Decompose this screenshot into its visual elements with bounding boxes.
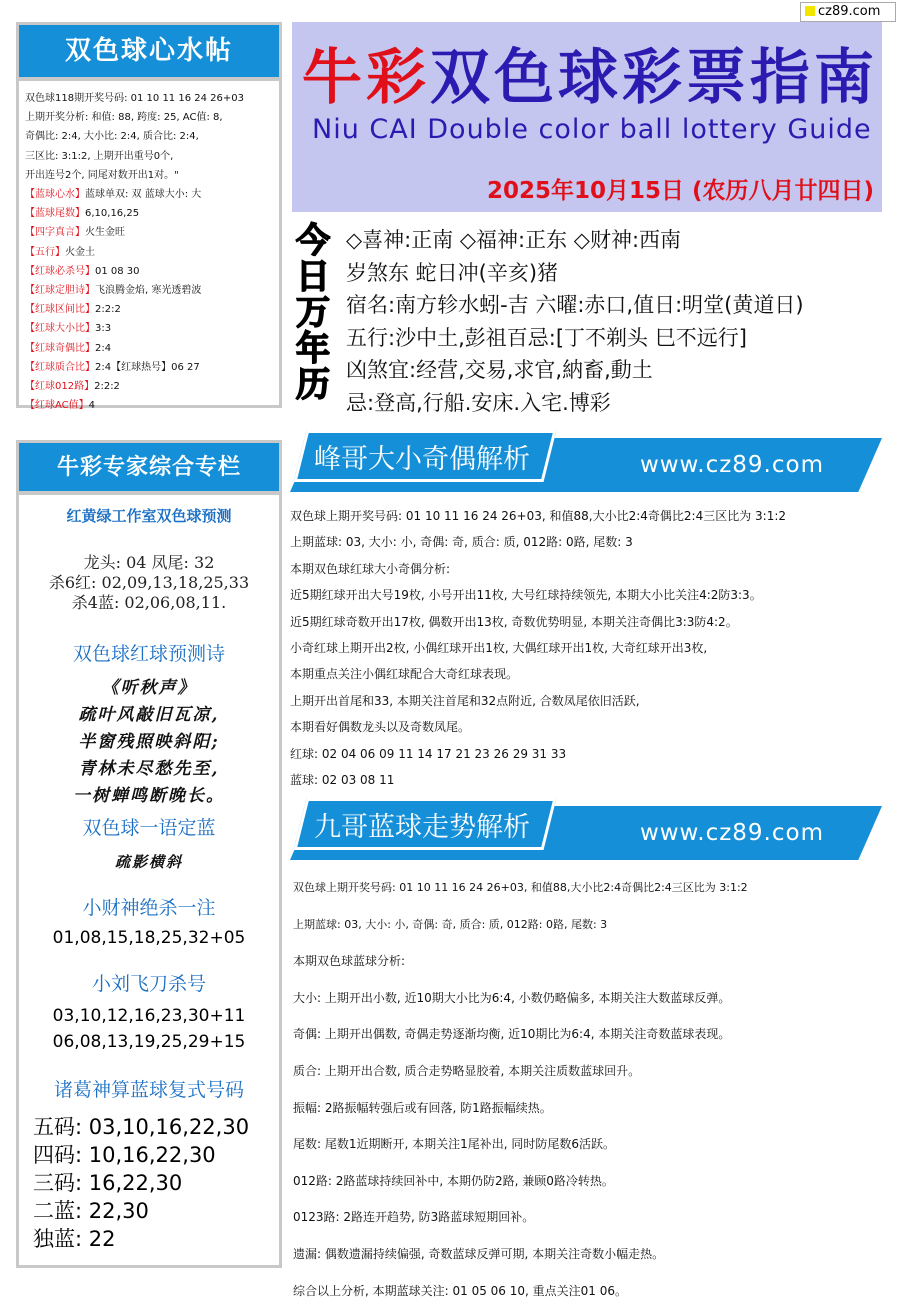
xinshui-body [19,81,279,412]
xinshui-line: 【五行】火金土 [25,246,95,258]
section2-line: 质合: 上期开出合数, 质合走势略显胶着, 本期关注质数蓝球回升。 [293,1063,641,1078]
section2-line: 遗漏: 偶数遗漏持续偏强, 奇数蓝球反弹可期, 本期关注奇数小幅走热。 [293,1246,665,1261]
section2-line: 综合以上分析, 本期蓝球关注: 01 05 06 10, 重点关注01 06。 [293,1283,627,1298]
almanac-line: ◇喜神:正南 ◇福神:正东 ◇财神:西南 [346,228,682,252]
zhuge-title: 诸葛神算蓝球复式号码 [53,1079,244,1101]
section1-line: 本期重点关注小偶红球配合大奇红球表现。 [290,667,519,682]
xinshui-line: 【红球奇偶比】2:4 [25,342,112,354]
poem-name: 《听秋声》 [101,678,197,698]
badge-square-icon [805,6,815,16]
site-badge-text: cz89.com [818,4,881,19]
almanac-vertical-title [290,222,344,404]
poem-line: 半窗残照映斜阳; [78,732,220,752]
zhuge-line: 独蓝: 22 [33,1227,116,1251]
xinshui-line: 【红球质合比】2:4【红球热号】06 27 [25,361,200,373]
xinshui-line: 双色球118期开奖号码: 01 10 11 16 24 26+03 [25,93,244,104]
zhuge-line: 五码: 03,10,16,22,30 [33,1115,250,1139]
section2-line: 上期蓝球: 03, 大小: 小, 奇偶: 奇, 质合: 质, 012路: 0路, 尾数: 3 [293,917,608,931]
pred-line: 杀6红: 02,09,13,18,25,33 [48,573,250,592]
section1-text [290,503,890,793]
section2-line: 012路: 2路蓝球持续回补中, 本期仍防2路, 兼顾0路冷转热。 [293,1173,614,1188]
section2-title: 九哥蓝球走势解析 [314,812,530,843]
section1-line: 蓝球: 02 03 08 11 [290,773,395,788]
section2-url[interactable]: www.cz89.com [639,820,824,846]
xinshui-line: 【红球012路】2:2:2 [25,381,120,393]
section2-line: 振幅: 2路振幅转强后或有回落, 防1路振幅续热。 [293,1100,552,1115]
xinshui-line: 【红球大小比】3:3 [25,323,112,335]
guide-header [292,22,882,212]
almanac-char: 年 [296,329,330,369]
poem-line: 疏叶风敲旧瓦凉, [78,705,220,725]
almanac-char: 历 [296,365,330,405]
xinshui-title: 双色球心水帖 [19,25,279,77]
feidao-numbers: 06,08,13,19,25,29+15 [52,1032,246,1052]
section1-line: 本期双色球红球大小奇偶分析: [290,561,451,576]
section2-line: 双色球上期开奖号码: 01 10 11 16 24 26+03, 和值88,大小比2:4奇偶比2:4三区比为 3:1:2 [293,881,748,894]
section2-line: 奇偶: 上期开出偶数, 奇偶走势逐渐均衡, 近10期比为6:4, 本期关注奇数蓝球表现。 [293,1027,731,1042]
guide-date: 2025年10月15日 (农历八月廿四日) [486,178,874,204]
section1-line: 红球: 02 04 06 09 11 14 17 21 23 26 29 31 33 [290,746,567,761]
section2-line: 尾数: 尾数1近期断开, 本期关注1尾补出, 同时防尾数6活跃。 [293,1137,616,1152]
xinshui-panel [16,22,282,412]
pred-line: 杀4蓝: 02,06,08,11. [71,593,227,612]
guide-title: 牛彩双色球彩票指南 [302,43,878,113]
zhuge-line: 四码: 10,16,22,30 [33,1143,216,1167]
expert-column-body [19,495,279,1265]
section2-banner [290,806,882,864]
section1-line: 上期蓝球: 03, 大小: 小, 奇偶: 奇, 质合: 质, 012路: 0路, 尾数: 3 [290,535,633,550]
section1-title: 峰哥大小奇偶解析 [314,444,530,475]
almanac-line: 五行:沙中土,彭祖百忌:[丁不剃头 巳不远行] [346,325,747,350]
almanac-line: 忌:登高,行船.安床.入宅.博彩 [346,390,611,415]
poem-line: 一树蝉鸣断晚长。 [73,786,225,806]
expert-column-title: 牛彩专家综合专栏 [19,443,279,491]
section2-line: 0123路: 2路连开趋势, 防3路蓝球短期回补。 [293,1210,535,1225]
section2-line: 本期双色球蓝球分析: [293,954,406,969]
guide-subtitle: Niu CAI Double color ball lottery Guide [312,114,872,145]
expert-column-panel [16,440,282,1268]
section1-line: 近5期红球开出大号19枚, 小号开出11枚, 大号红球持续领先, 本期大小比关注4:2防3:3。 [290,588,762,603]
xinshui-line: 【蓝球尾数】6,10,16,25 [25,208,140,220]
xinshui-line: 上期开奖分析: 和值: 88, 跨度: 25, AC值: 8, [25,112,223,124]
almanac-line: 宿名:南方轸水蚓-吉 六曜:赤口,值日:明堂(黄道日) [346,293,804,317]
section1-line: 双色球上期开奖号码: 01 10 11 16 24 26+03, 和值88,大小比2:4奇偶比2:4三区比为 3:1:2 [290,509,787,523]
section1-line: 本期看好偶数龙头以及奇数凤尾。 [290,720,471,735]
almanac-line: 凶煞宜:经营,交易,求官,納畜,動土 [346,358,653,382]
poem-line: 青林未尽愁先至, [78,759,220,779]
section1-banner [290,438,882,496]
almanac-char: 日 [296,257,330,297]
almanac-char: 万 [296,293,330,333]
caishen-title: 小财神绝杀一注 [82,897,216,919]
studio-title: 红黄绿工作室双色球预测 [66,507,232,525]
zhuge-line: 三码: 16,22,30 [33,1171,183,1195]
section1-line: 近5期红球奇数开出17枚, 偶数开出13枚, 奇数优势明显, 本期关注奇偶比3:3防4:2。 [290,614,738,629]
xinshui-line: 奇偶比: 2:4, 大小比: 2:4, 质合比: 2:4, [25,131,199,143]
xinshui-line: 【红球AC值】4 [25,400,96,412]
almanac-char: 今 [296,221,330,261]
section1-url[interactable]: www.cz89.com [639,452,824,478]
zhuge-line: 二蓝: 22,30 [33,1199,149,1223]
xinshui-line: 开出连号2个, 同尾对数开出1对。" [25,169,179,181]
feidao-title: 小刘飞刀杀号 [91,973,206,995]
blue-one-title: 双色球一语定蓝 [82,817,216,839]
section2-line: 大小: 上期开出小数, 近10期大小比为6:4, 小数仍略偏多, 本期关注大数蓝球反弹。 [293,990,731,1005]
almanac-lines [346,224,886,419]
xinshui-line: 【红球区间比】2:2:2 [25,304,121,316]
site-badge[interactable] [800,2,896,22]
section2-text [293,870,893,1298]
caishen-numbers: 01,08,15,18,25,32+05 [52,928,246,948]
poem-title: 双色球红球预测诗 [72,643,225,665]
section1-line: 上期开出首尾和33, 本期关注首尾和32点附近, 合数凤尾依旧活跃, [290,693,640,708]
xinshui-line: 【蓝球心水】蓝球单双: 双 蓝球大小: 大 [25,189,202,201]
xinshui-line: 【红球必杀号】01 08 30 [25,265,140,277]
xinshui-line: 【四字真言】火生金旺 [25,227,125,239]
pred-line: 龙头: 04 凤尾: 32 [83,553,215,572]
xinshui-line: 三区比: 3:1:2, 上期开出重号0个, [25,150,174,162]
section1-line: 小奇红球上期开出2枚, 小偶红球开出1枚, 大偶红球开出1枚, 大奇红球开出3枚, [290,641,708,656]
blue-one-text: 疏影横斜 [114,853,183,871]
feidao-numbers: 03,10,12,16,23,30+11 [52,1006,246,1026]
almanac-line: 岁煞东 蛇日冲(辛亥)猪 [346,260,559,285]
xinshui-line: 【红球定胆诗】飞浪腾金焰, 寒光透碧波 [25,285,202,297]
